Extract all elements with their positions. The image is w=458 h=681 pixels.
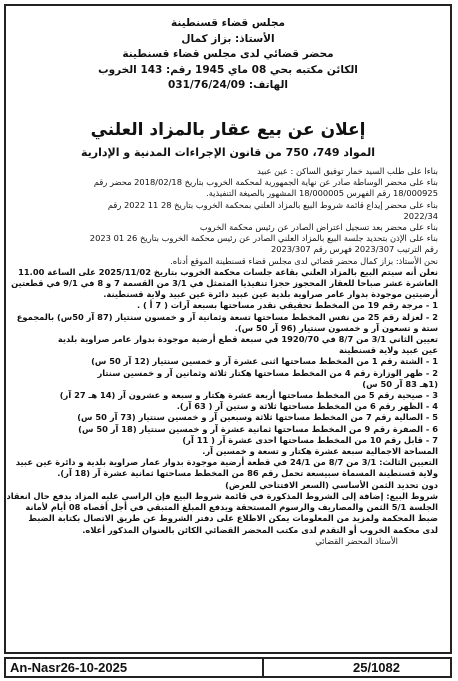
publication-reference: An-Nasr26-10-2025 bbox=[10, 660, 128, 675]
body-line: 2022/34 bbox=[403, 210, 438, 221]
notice-header bbox=[36, 16, 420, 94]
body-line: بناء على محضر إيداع قائمة شروط البيع بالمزاد العلني بمحكمة الخروب بتاريخ 28 11 2022 رقم bbox=[107, 199, 438, 210]
body-line: التعيين الثالث: 3/1 من 8/7 من 24/1 في قطعة أرضية موجودة بدوار عمار صراوية بلدية و دائرة عين عبيد bbox=[15, 457, 438, 468]
bailiff-name: الأستاذ: بزاز كمال bbox=[181, 32, 275, 45]
body-line: بناء على الإذن بتحديد جلسة البيع بالمزاد العلني الصادر عن رئيس محكمة الخروب بتاريخ 26 01 2023 bbox=[89, 233, 438, 244]
body-line: لدى محكمة الخروب أو التقدم لدى مكتب المحضر القضائي الكائن بالعنوان المذكور أعلاه. bbox=[82, 524, 438, 535]
body-line: العاشرة عشر صباحا للعقار المحجوز حجزا تنفيذيا المتمثل في 3/1 من القسمة 7 و 8 في 9/1 في قطعتين bbox=[11, 278, 438, 289]
body-line: ضبط المحكمة ولمزيد من المعلومات يمكن الاطلاع على دفتر الشروط عن طريق الاتصال بكتابة الضبط bbox=[28, 513, 438, 524]
body-line: المساحة الاجمالية سبعة عشرة هكتار و تسعة و خمسين آر. bbox=[202, 446, 438, 457]
body-line: شروط البيع: إضافة إلى الشروط المذكورة في قائمة شروط البيع فإن الراسي عليه المزاد يدفع حال انعقاد bbox=[6, 490, 438, 501]
body-line: 6 - الصفرة رقم 9 من المخطط مساحتها ثمانية عشرة آر و خمسين سنتيار (18 آر 50 س) bbox=[78, 423, 438, 434]
body-line: 2 - لعزلة رقم 25 من نفس المخطط مساحتها تسعة وثمانية آر و خمسون سنتيار (87 آر 50س) بالمجموع bbox=[16, 311, 438, 322]
body-line: ولاية قسنطينة المسماة سبيسعة تحمل رقم 86 من المخطط مساحتها ثمانية عشرة آر (18 آر). bbox=[57, 468, 438, 479]
notice-number: 25/1082 bbox=[353, 660, 400, 675]
body-line: 7 - قابل رقم 10 من المخطط مساحتها احدى عشرة آر ( 11 آر) bbox=[182, 434, 438, 445]
notice-title: إعلان عن بيع عقار بالمزاد العلني bbox=[90, 120, 366, 140]
bailiff-title: محضر قضائي لدى مجلس قضاء قسنطينة bbox=[122, 48, 334, 60]
body-line: نعلن أنه سيتم البيع بالمزاد العلني بقاعة جلسات محكمة الخروب بتاريخ 2025/11/02 على الساعة 11.00 bbox=[18, 266, 438, 277]
body-line: الجلسة 5/1 الثمن والمصاريف والرسوم المستحقة ويدفع المبلغ المتبقي في أجل أقصاه 08 أيام لأمانة bbox=[25, 502, 438, 513]
body-line: بناءا على طلب السيد خمار توفيق الساكن : عين عبيد bbox=[257, 166, 438, 176]
body-line: 18/000925 رقم الفهرس 18/000005 المشهور بالصيغة التنفيذية. bbox=[206, 188, 438, 199]
phone-number: الهاتف: 031/76/24/09 bbox=[168, 79, 288, 91]
body-line: بناء على محضر بعد تسجيل اعتراض الصادر عن رئيس محكمة الخروب bbox=[199, 222, 438, 233]
body-line: رقم الترتيب 2023/307 فهرس رقم 2023/307 bbox=[270, 244, 438, 255]
body-line: 1 - الشتة رقم 1 من المخطط مساحتها اثنى عشرة آر و خمسين سنتيار (12 آر 50 س) bbox=[91, 356, 438, 367]
signature-line: الأستاذ المحضر القضائي bbox=[315, 535, 398, 546]
body-line: تعيين الثاني 3/1 من 8/7 في 1920/70 في سبعة قطع أرضية موجودة بدوار عامر صراوية بلدية bbox=[57, 334, 438, 345]
notice-subtitle: المواد 749، 750 من قانون الإجراءات المدنية و الإدارية bbox=[80, 146, 376, 159]
body-line: 2 - ظهر الوزارة رقم 4 من المخطط مساحتها هكتار ثلاثة وثمانين آر و خمسين سنتار bbox=[97, 367, 438, 378]
body-line: ستة و تسعون آر و خمسون سنتيار (96 آر 50 س). bbox=[234, 322, 438, 333]
notice-body bbox=[6, 166, 438, 547]
body-line: 3 - صيحية رقم 5 من المخطط مساحتها أربعة عشرة هكتار و سبعة و عشرون آر (14 هـ 27 آر) bbox=[59, 390, 438, 401]
body-line: (1هـ 83 آر 50 س) bbox=[362, 378, 438, 389]
body-line: عين عبيد ولاية قسنطينة bbox=[338, 345, 438, 356]
body-line: 5 - الصالية رقم 7 من المخطط مساحتها ثلاثة وسبعين آر و خمسين سنتيار (73 آر 50 س) bbox=[77, 412, 438, 423]
footer-divider bbox=[262, 659, 264, 676]
footer-bar bbox=[4, 657, 452, 678]
court-name: مجلس قضاء قسنطينة bbox=[170, 17, 286, 29]
body-line: دون تحديد الثمن الأساسي (السعر الافتتاحي للعرض) bbox=[225, 479, 438, 490]
office-address: الكائن مكتبه بحي 08 ماي 1945 رقم: 143 الخروب bbox=[98, 63, 358, 76]
body-line: 4 - الظهر رقم 6 من المخطط مساحتها ثلاثة و ستين آر ( 63 آر). bbox=[176, 401, 438, 412]
body-line: أرضيتين موجودة بدوار عامر صراوية بلدية عين عبيد دائرة عين عبيد ولاية قسنطينة. bbox=[103, 289, 438, 300]
body-line: بناء على محضر الوساطة صادر عن نهاية الجمهورية لمحكمة الخروب بتاريخ 2018/02/18 محضر رقم bbox=[93, 177, 438, 188]
body-line: 1 - مرجة رقم 19 من المخطط تحقيقي نقدر مساحتها بسبعة آرات ( 7 أ ) . bbox=[136, 300, 438, 311]
notice-frame bbox=[4, 4, 452, 654]
body-line: نحن الأستاذ: بزاز كمال محضر قضائي لدى مجلس قضاء قسنطينة الموقع أدناه. bbox=[170, 255, 438, 266]
